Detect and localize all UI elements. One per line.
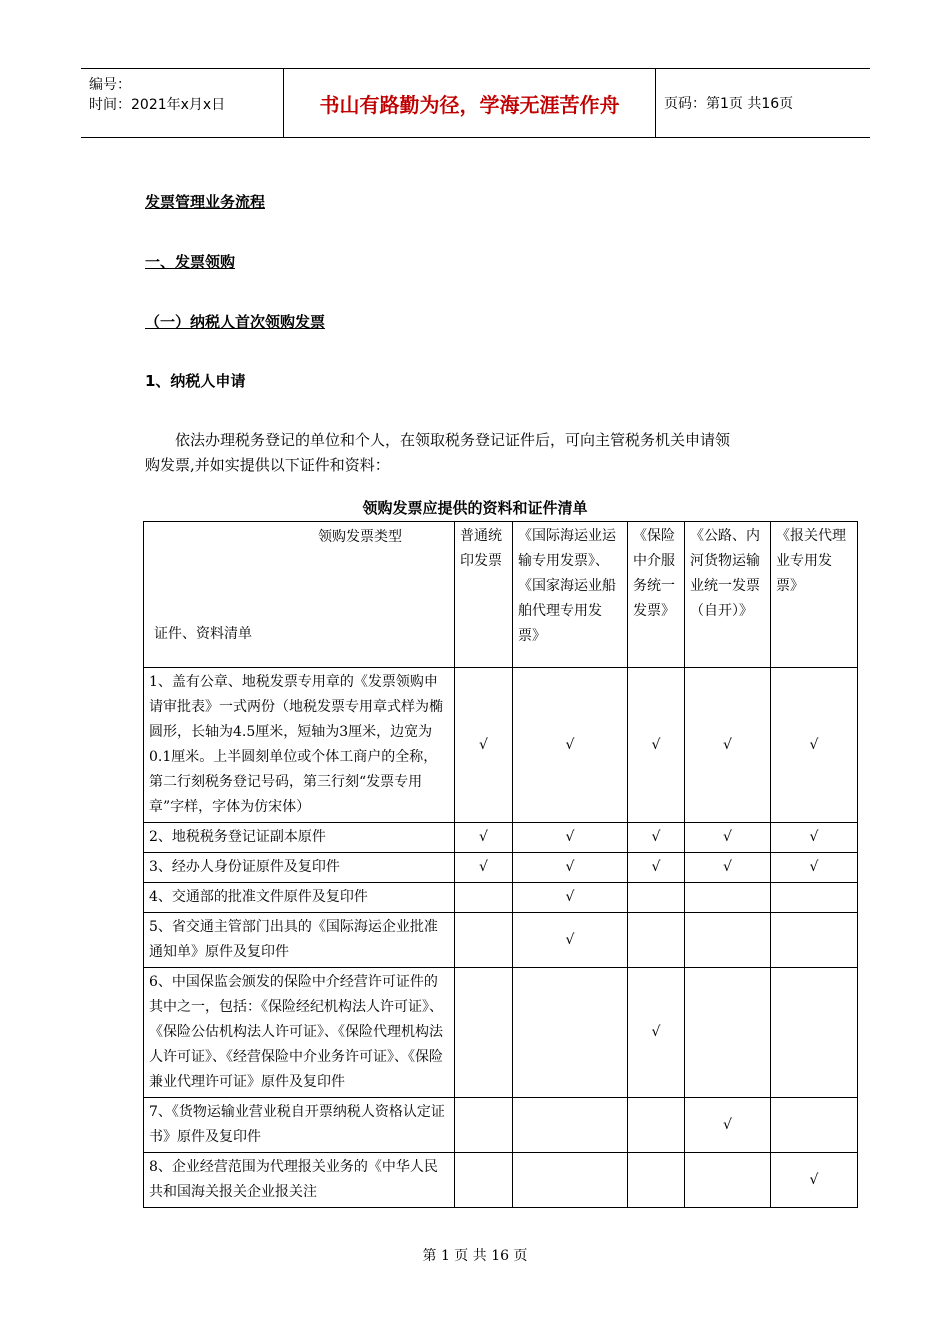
empty-cell [628, 913, 685, 968]
paragraph-line: 依法办理税务登记的单位和个人，在领取税务登记证件后，可向主管税务机关申请领 [175, 431, 731, 449]
header-meta [81, 69, 284, 137]
table-row [144, 853, 858, 883]
doc-title: 发票管理业务流程 [145, 193, 266, 211]
empty-cell [628, 1153, 685, 1208]
check-mark-cell: √ [513, 823, 628, 853]
empty-cell [628, 1098, 685, 1153]
corner-top-label: 领购发票类型 [318, 529, 402, 545]
column-header: 普通统印发票 [455, 522, 513, 668]
empty-cell [771, 883, 858, 913]
check-mark-cell: √ [513, 883, 628, 913]
row-label: 5、省交通主管部门出具的《国际海运企业批准通知单》原件及复印件 [144, 913, 455, 968]
empty-cell [771, 968, 858, 1098]
empty-cell [455, 1098, 513, 1153]
empty-cell [685, 883, 771, 913]
check-mark-cell: √ [628, 823, 685, 853]
corner-header-cell [144, 522, 455, 668]
page-header [81, 68, 870, 138]
materials-table [143, 521, 858, 1208]
check-mark-cell: √ [455, 668, 513, 823]
empty-cell [685, 913, 771, 968]
row-label: 4、交通部的批准文件原件及复印件 [144, 883, 455, 913]
table-row [144, 913, 858, 968]
table-row [144, 1153, 858, 1208]
page-footer: 第 1 页 共 16 页 [422, 1248, 528, 1264]
row-label: 7、《货物运输业营业税自开票纳税人资格认定证书》原件及复印件 [144, 1098, 455, 1153]
row-label: 8、企业经营范围为代理报关业务的《中华人民共和国海关报关企业报关注 [144, 1153, 455, 1208]
table-row [144, 668, 858, 823]
number-label: 编号： [89, 77, 131, 93]
column-header: 《保险中介服务统一发票》 [628, 522, 685, 668]
check-mark-cell: √ [628, 853, 685, 883]
column-header: 《国际海运业运输专用发票》、《国家海运业船舶代理专用发票》 [513, 522, 628, 668]
empty-cell [685, 1153, 771, 1208]
table-row [144, 1098, 858, 1153]
header-motto: 书山有路勤为径，学海无涯苦作舟 [284, 69, 656, 137]
paragraph-line: 购发票,并如实提供以下证件和资料： [145, 456, 390, 474]
empty-cell [455, 968, 513, 1098]
table-row [144, 968, 858, 1098]
check-mark-cell: √ [685, 668, 771, 823]
check-mark-cell: √ [685, 823, 771, 853]
check-mark-cell: √ [455, 823, 513, 853]
column-header: 《公路、内河货物运输业统一发票（自开）》 [685, 522, 771, 668]
table-row [144, 883, 858, 913]
check-mark-cell: √ [513, 668, 628, 823]
column-header: 《报关代理业专用发票》 [771, 522, 858, 668]
check-mark-cell: √ [685, 853, 771, 883]
empty-cell [455, 1153, 513, 1208]
row-label: 1、盖有公章、地税发票专用章的《发票领购申请审批表》一式两份（地税发票专用章式样为椭圆形，长轴为4.5厘米，短轴为3厘米，边宽为0.1厘米。上半圆刻单位或个体工商户的全称，第二行刻税务登记号码，第三行刻“发票专用章”字样，字体为仿宋体） [144, 668, 455, 823]
check-mark-cell: √ [455, 853, 513, 883]
item-heading: 1、纳税人申请 [145, 372, 246, 390]
check-mark-cell: √ [513, 853, 628, 883]
header-page-number: 页码：第1页 共16页 [664, 96, 794, 112]
corner-bottom-label: 证件、资料清单 [154, 626, 252, 642]
check-mark-cell: √ [628, 968, 685, 1098]
empty-cell [513, 968, 628, 1098]
row-label: 2、地税税务登记证副本原件 [144, 823, 455, 853]
empty-cell [771, 913, 858, 968]
table-row [144, 823, 858, 853]
subsection-heading: （一）纳税人首次领购发票 [145, 313, 326, 331]
check-mark-cell: √ [771, 823, 858, 853]
time-label: 时间：2021年x月x日 [89, 97, 226, 113]
intro-paragraph [145, 428, 825, 478]
table-header-row [144, 522, 858, 668]
row-label: 3、经办人身份证原件及复印件 [144, 853, 455, 883]
empty-cell [771, 1098, 858, 1153]
empty-cell [455, 913, 513, 968]
check-mark-cell: √ [771, 1153, 858, 1208]
table-caption: 领购发票应提供的资料和证件清单 [362, 499, 588, 517]
empty-cell [513, 1153, 628, 1208]
check-mark-cell: √ [771, 668, 858, 823]
empty-cell [628, 883, 685, 913]
empty-cell [685, 968, 771, 1098]
section-heading: 一、发票领购 [145, 253, 236, 271]
check-mark-cell: √ [771, 853, 858, 883]
empty-cell [513, 1098, 628, 1153]
check-mark-cell: √ [513, 913, 628, 968]
check-mark-cell: √ [628, 668, 685, 823]
row-label: 6、中国保监会颁发的保险中介经营许可证件的其中之一，包括：《保险经纪机构法人许可证》、《保险公估机构法人许可证》、《保险代理机构法人许可证》、《经营保险中介业务许可证》、《保险兼业代理许可证》原件及复印件 [144, 968, 455, 1098]
check-mark-cell: √ [685, 1098, 771, 1153]
empty-cell [455, 883, 513, 913]
